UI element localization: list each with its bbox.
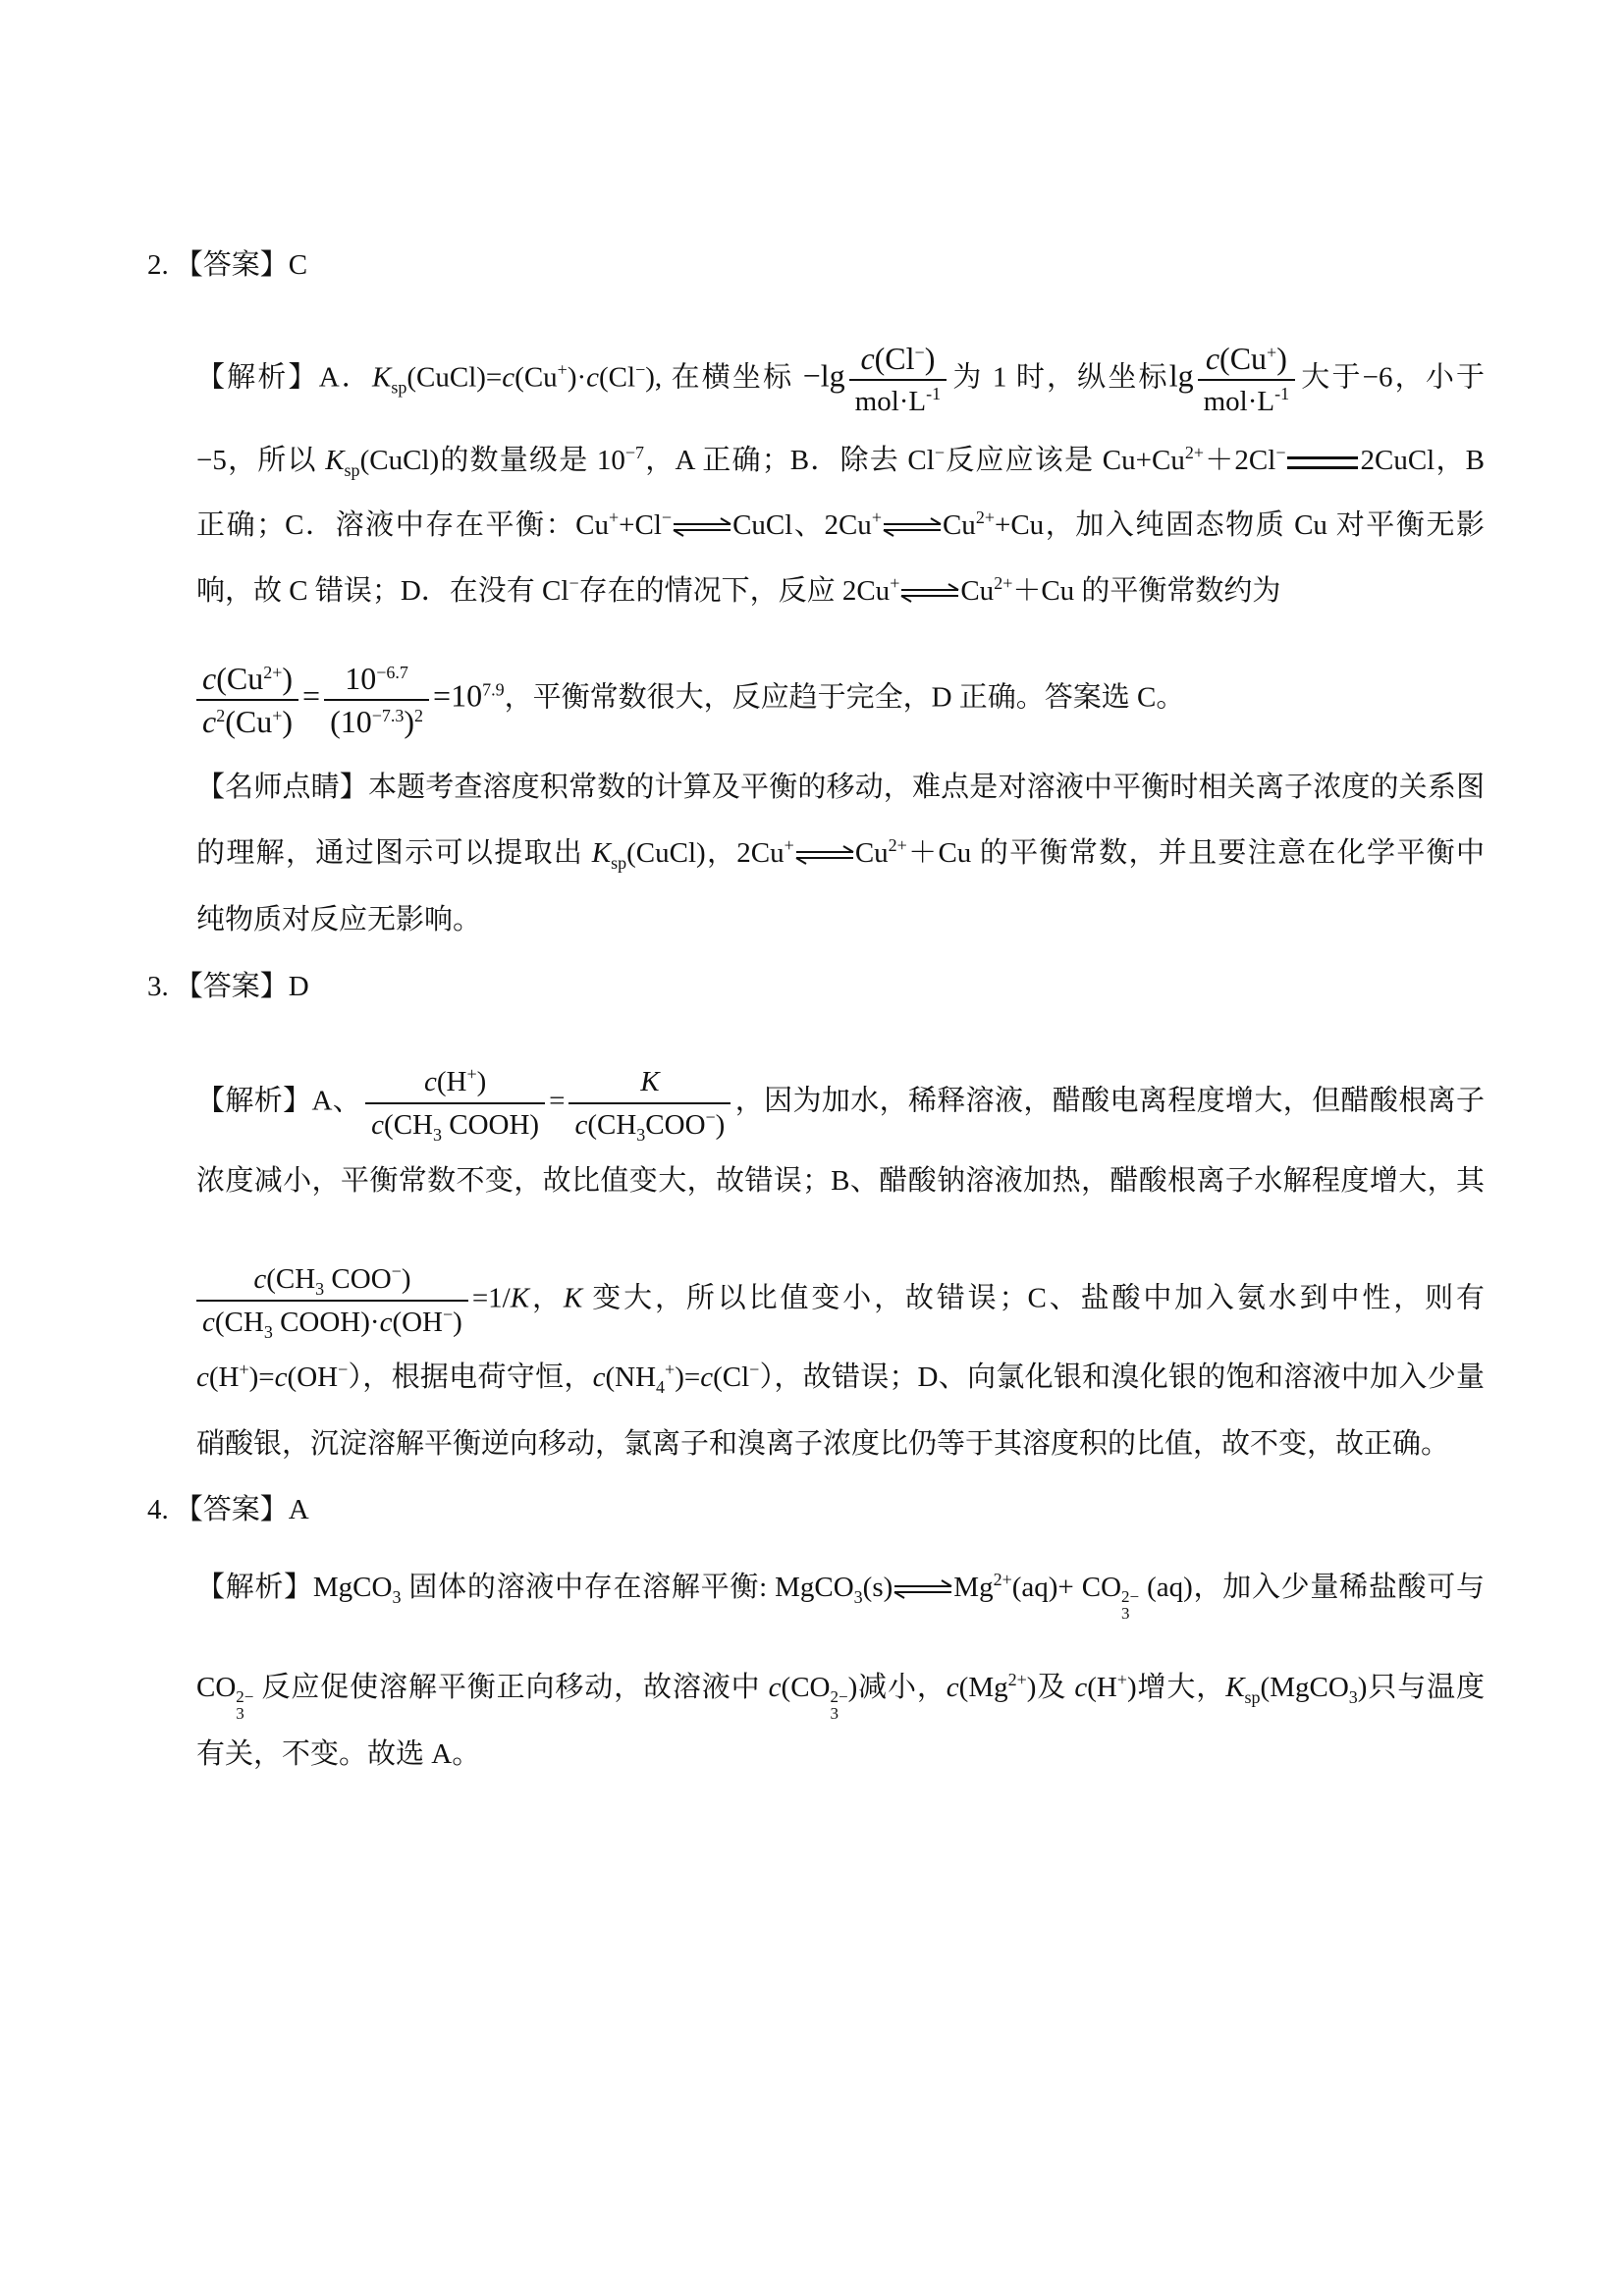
text: + bbox=[1267, 343, 1277, 362]
text: 有关，不变。故选 A。 bbox=[196, 1738, 481, 1770]
text: K bbox=[372, 361, 392, 394]
text: mol·L bbox=[1203, 386, 1275, 417]
text: 2 bbox=[414, 706, 424, 725]
text: 反应应该是 Cu+Cu bbox=[945, 445, 1185, 476]
text: − bbox=[443, 1305, 454, 1324]
text: − bbox=[934, 443, 945, 462]
text: 4 bbox=[656, 1377, 666, 1397]
text: 2+ bbox=[1007, 1670, 1027, 1689]
text: Cu bbox=[942, 509, 976, 541]
text: )及 bbox=[1026, 1672, 1075, 1703]
text: − bbox=[568, 573, 579, 593]
text: c bbox=[768, 1672, 782, 1703]
text: 3 bbox=[236, 1704, 244, 1723]
question-number: 4. bbox=[147, 1494, 169, 1525]
text: (CH bbox=[587, 1109, 637, 1141]
text: 正确；C．溶液中存在平衡：Cu bbox=[196, 509, 609, 541]
text: -1 bbox=[926, 384, 942, 403]
equilibrium-arrow-icon bbox=[672, 517, 732, 537]
text: lg bbox=[1168, 357, 1194, 394]
text: 2+ bbox=[975, 507, 995, 527]
q2-analysis-line-1 bbox=[196, 340, 1485, 420]
fraction bbox=[1198, 340, 1296, 420]
text: + bbox=[784, 835, 794, 855]
text: -1 bbox=[1274, 384, 1290, 403]
q3-analysis-line-1 bbox=[196, 1063, 1485, 1144]
text: 响，故 C 错误；D．在没有 Cl bbox=[196, 575, 569, 607]
text: (Mg bbox=[958, 1672, 1008, 1703]
text: ，因为加水，稀释溶液，醋酸电离程度增大，但醋酸根离子 bbox=[734, 1085, 1485, 1117]
text: −5，所以 bbox=[196, 445, 326, 476]
text: − bbox=[1275, 443, 1286, 462]
text: (CuCl)，2Cu bbox=[626, 837, 785, 869]
text: COO bbox=[324, 1263, 392, 1295]
text: ) bbox=[715, 1109, 726, 1141]
text: (Cl bbox=[713, 1362, 750, 1393]
text: 3 bbox=[1121, 1604, 1130, 1623]
text: 为 1 时，纵坐标 bbox=[950, 361, 1169, 394]
text: sp bbox=[1244, 1687, 1261, 1707]
text: (Cu bbox=[216, 661, 264, 696]
text: 3 bbox=[830, 1704, 839, 1723]
text: 2+ bbox=[263, 663, 283, 682]
text: (NH bbox=[605, 1362, 657, 1393]
text: 2+ bbox=[993, 1570, 1012, 1589]
text: ), 在横坐标 bbox=[645, 361, 794, 394]
text: c bbox=[202, 661, 217, 696]
text: )· bbox=[567, 361, 587, 394]
text: − bbox=[914, 343, 925, 362]
text: c bbox=[1074, 1672, 1088, 1703]
text: c bbox=[700, 1362, 714, 1393]
text: =10 bbox=[433, 677, 483, 714]
text: )增大， bbox=[1126, 1672, 1226, 1703]
text: ) bbox=[476, 1066, 487, 1097]
text: c bbox=[371, 1109, 385, 1141]
equilibrium-arrow-icon bbox=[899, 583, 960, 603]
text: 2CuCl，B bbox=[1360, 445, 1486, 476]
text: c bbox=[202, 704, 217, 739]
q3-analysis-line-3 bbox=[196, 1260, 1485, 1341]
text: 10 bbox=[345, 661, 377, 696]
question-number: 3. bbox=[147, 971, 169, 1002]
text: + bbox=[871, 507, 882, 527]
text: c bbox=[860, 341, 875, 376]
text: K bbox=[640, 1066, 660, 1097]
text: 2+ bbox=[888, 835, 907, 855]
text: ) bbox=[282, 704, 294, 739]
text: (OH bbox=[287, 1362, 339, 1393]
text: + bbox=[609, 507, 620, 527]
q2-teacher-tip-line-2 bbox=[196, 833, 1485, 873]
text: (H bbox=[436, 1066, 467, 1097]
text: 3 bbox=[853, 1587, 863, 1607]
text: c bbox=[946, 1672, 959, 1703]
text: COOH) bbox=[442, 1109, 540, 1141]
text: + bbox=[272, 706, 283, 725]
text: + bbox=[239, 1360, 249, 1379]
text: 浓度减小，平衡常数不变，故比值变大，故错误；B、醋酸钠溶液加热，醋酸根离子水解程度增大，其 bbox=[196, 1165, 1485, 1197]
text: )只与温度 bbox=[1357, 1672, 1485, 1703]
text: + bbox=[665, 1360, 676, 1379]
q2-teacher-tip-line-1 bbox=[196, 768, 1485, 807]
text: ），故错误；D、向氯化银和溴化银的饱和溶液中加入少量 bbox=[759, 1362, 1485, 1393]
text: (CH bbox=[266, 1263, 316, 1295]
text: (CuCl)的数量级是 10 bbox=[359, 445, 625, 476]
fraction bbox=[849, 340, 947, 420]
ion-charge bbox=[236, 1688, 253, 1722]
text: c bbox=[253, 1263, 267, 1295]
text: COOH)· bbox=[272, 1307, 380, 1338]
q4-analysis-line-1 bbox=[196, 1568, 1485, 1622]
answer-label: 【答案】C bbox=[174, 249, 308, 281]
text: 【解析】MgCO bbox=[196, 1572, 393, 1603]
q2-analysis-line-2 bbox=[196, 441, 1485, 480]
text: Mg bbox=[953, 1572, 994, 1603]
text: c bbox=[502, 361, 515, 394]
equilibrium-arrow-icon bbox=[794, 845, 855, 865]
text: 7.9 bbox=[482, 679, 505, 700]
q4-analysis-line-2 bbox=[196, 1668, 1485, 1722]
text: (CH bbox=[214, 1307, 264, 1338]
text: 3 bbox=[1348, 1687, 1358, 1707]
text: = bbox=[302, 677, 321, 714]
q3-analysis-line-4 bbox=[196, 1358, 1485, 1397]
text: ＋Cu 的平衡常数约为 bbox=[1012, 575, 1281, 607]
text: + bbox=[890, 573, 900, 593]
q3-answer-heading bbox=[147, 967, 309, 1006]
text: (Cu bbox=[225, 704, 273, 739]
text: 大于−6，小于 bbox=[1299, 361, 1486, 394]
fraction bbox=[365, 1063, 545, 1144]
answer-label: 【答案】D bbox=[174, 971, 309, 1002]
text: )= bbox=[675, 1362, 701, 1393]
text: 3 bbox=[636, 1125, 646, 1145]
text: CO bbox=[196, 1672, 237, 1703]
text: −7.3 bbox=[371, 706, 405, 725]
q4-analysis-line-3 bbox=[196, 1735, 1485, 1774]
text: 2− bbox=[236, 1687, 254, 1706]
text: +Cu，加入纯固态物质 Cu 对平衡无影 bbox=[994, 509, 1486, 541]
text: −7 bbox=[624, 443, 645, 462]
text: = bbox=[549, 1085, 566, 1117]
text: 【解析】A、 bbox=[196, 1085, 362, 1117]
text: 变大，所以比值变小，故错误；C、盐酸中加入氨水到中性，则有 bbox=[582, 1282, 1485, 1314]
answer-label: 【答案】A bbox=[174, 1494, 309, 1525]
text: + bbox=[557, 359, 568, 380]
text: ) bbox=[453, 1307, 462, 1338]
text: −6.7 bbox=[376, 663, 408, 682]
text: Cu bbox=[960, 575, 995, 607]
text: ) bbox=[1276, 341, 1287, 376]
text: Cu bbox=[854, 837, 889, 869]
text: 纯物质对反应无影响。 bbox=[196, 904, 482, 935]
text: 2+ bbox=[994, 573, 1013, 593]
text: +Cl bbox=[619, 509, 662, 541]
q2-analysis-line-4 bbox=[196, 571, 1485, 611]
text: c bbox=[586, 361, 600, 394]
text: sp bbox=[611, 853, 627, 873]
text: =1/ bbox=[471, 1282, 511, 1314]
text: 2− bbox=[830, 1687, 848, 1706]
equilibrium-arrow-icon bbox=[882, 517, 943, 537]
q4-answer-heading bbox=[147, 1490, 309, 1529]
text: sp bbox=[391, 377, 407, 398]
text: 3 bbox=[263, 1322, 273, 1342]
text: 3 bbox=[433, 1125, 442, 1145]
text: (aq)，加入少量稀盐酸可与 bbox=[1139, 1572, 1486, 1603]
fraction bbox=[568, 1063, 731, 1144]
text: K bbox=[510, 1282, 530, 1314]
text: c bbox=[423, 1066, 437, 1097]
q2-teacher-tip-line-3 bbox=[196, 900, 1485, 939]
text: − bbox=[635, 359, 646, 380]
text: ＋2Cl bbox=[1203, 445, 1276, 476]
text: (Cl bbox=[874, 341, 915, 376]
text: ， bbox=[529, 1282, 564, 1314]
q2-analysis-line-3 bbox=[196, 506, 1485, 545]
question-number: 2. bbox=[147, 249, 169, 281]
text: 【名师点睛】本题考查溶度积常数的计算及平衡的移动，难点是对溶液中平衡时相关离子浓度的关系图 bbox=[196, 772, 1485, 803]
text: 的理解，通过图示可以提取出 bbox=[196, 837, 592, 869]
text: 3 bbox=[392, 1587, 402, 1607]
ion-charge bbox=[831, 1688, 848, 1722]
text: ，平衡常数很大，反应趋于完全，D 正确。答案选 C。 bbox=[504, 681, 1185, 714]
text: 2+ bbox=[1184, 443, 1204, 462]
ion-charge bbox=[1121, 1588, 1139, 1622]
text: − bbox=[661, 507, 673, 527]
text: − bbox=[749, 1360, 760, 1379]
text: sp bbox=[344, 460, 360, 480]
text: c bbox=[1205, 341, 1220, 376]
q3-analysis-line-2 bbox=[196, 1161, 1485, 1201]
text: ) bbox=[282, 661, 294, 696]
text: (Cl bbox=[599, 361, 636, 394]
text: + bbox=[466, 1064, 477, 1084]
fraction bbox=[196, 660, 298, 740]
text: (Cu bbox=[1219, 341, 1268, 376]
equals-sign-icon bbox=[1287, 456, 1358, 469]
text: COO bbox=[645, 1109, 706, 1141]
text: − bbox=[338, 1360, 349, 1379]
text: (H bbox=[1087, 1672, 1117, 1703]
text: 反应促使溶解平衡正向移动，故溶液中 bbox=[253, 1672, 769, 1703]
text: + bbox=[1116, 1670, 1127, 1689]
text: CuCl、2Cu bbox=[732, 509, 872, 541]
text: 【解析】A． bbox=[196, 361, 372, 394]
text: K bbox=[563, 1282, 583, 1314]
text: (CO bbox=[781, 1672, 831, 1703]
text: − bbox=[705, 1107, 716, 1127]
text: (H bbox=[208, 1362, 240, 1393]
text: 存在的情况下，反应 2Cu bbox=[578, 575, 891, 607]
text: c bbox=[574, 1109, 588, 1141]
text: 3 bbox=[315, 1279, 325, 1299]
text: 2 bbox=[216, 706, 226, 725]
text: c bbox=[202, 1307, 215, 1338]
text: K bbox=[1225, 1672, 1245, 1703]
text: ＋Cu 的平衡常数，并且要注意在化学平衡中 bbox=[906, 837, 1485, 869]
text: ），根据电荷守恒， bbox=[348, 1362, 593, 1393]
text: −lg bbox=[802, 357, 845, 394]
text: − bbox=[391, 1261, 402, 1281]
text: mol·L bbox=[854, 386, 927, 417]
text: 硝酸银，沉淀溶解平衡逆向移动，氯离子和溴离子浓度比仍等于其溶度积的比值，故不变，故正确。 bbox=[196, 1428, 1450, 1460]
text: c bbox=[274, 1362, 288, 1393]
text: )= bbox=[248, 1362, 275, 1393]
text: ) bbox=[924, 341, 936, 376]
text: c bbox=[196, 1362, 209, 1393]
text: (OH bbox=[392, 1307, 443, 1338]
text: (CuCl)= bbox=[406, 361, 503, 394]
text: c bbox=[379, 1307, 393, 1338]
text: (aq)+ CO bbox=[1011, 1572, 1122, 1603]
fraction bbox=[324, 660, 429, 740]
text: K bbox=[591, 837, 612, 869]
text: ，A 正确；B．除去 Cl bbox=[644, 445, 935, 476]
text: ) bbox=[401, 1263, 411, 1295]
text: 固体的溶液中存在溶解平衡: MgCO bbox=[401, 1572, 854, 1603]
text: c bbox=[592, 1362, 606, 1393]
text: (s) bbox=[862, 1572, 893, 1603]
text: (CH bbox=[384, 1109, 433, 1141]
text: (10 bbox=[330, 704, 372, 739]
fraction bbox=[196, 1260, 468, 1341]
text: K bbox=[325, 445, 345, 476]
text: ) bbox=[404, 704, 415, 739]
text: (MgCO bbox=[1260, 1672, 1349, 1703]
q3-analysis-line-5 bbox=[196, 1424, 1485, 1464]
text: (Cu bbox=[514, 361, 558, 394]
q2-answer-heading bbox=[147, 245, 307, 285]
text: 2− bbox=[1121, 1587, 1140, 1606]
equilibrium-arrow-icon bbox=[893, 1579, 953, 1599]
q2-analysis-line-5 bbox=[196, 660, 1485, 740]
text: )减小， bbox=[847, 1672, 947, 1703]
